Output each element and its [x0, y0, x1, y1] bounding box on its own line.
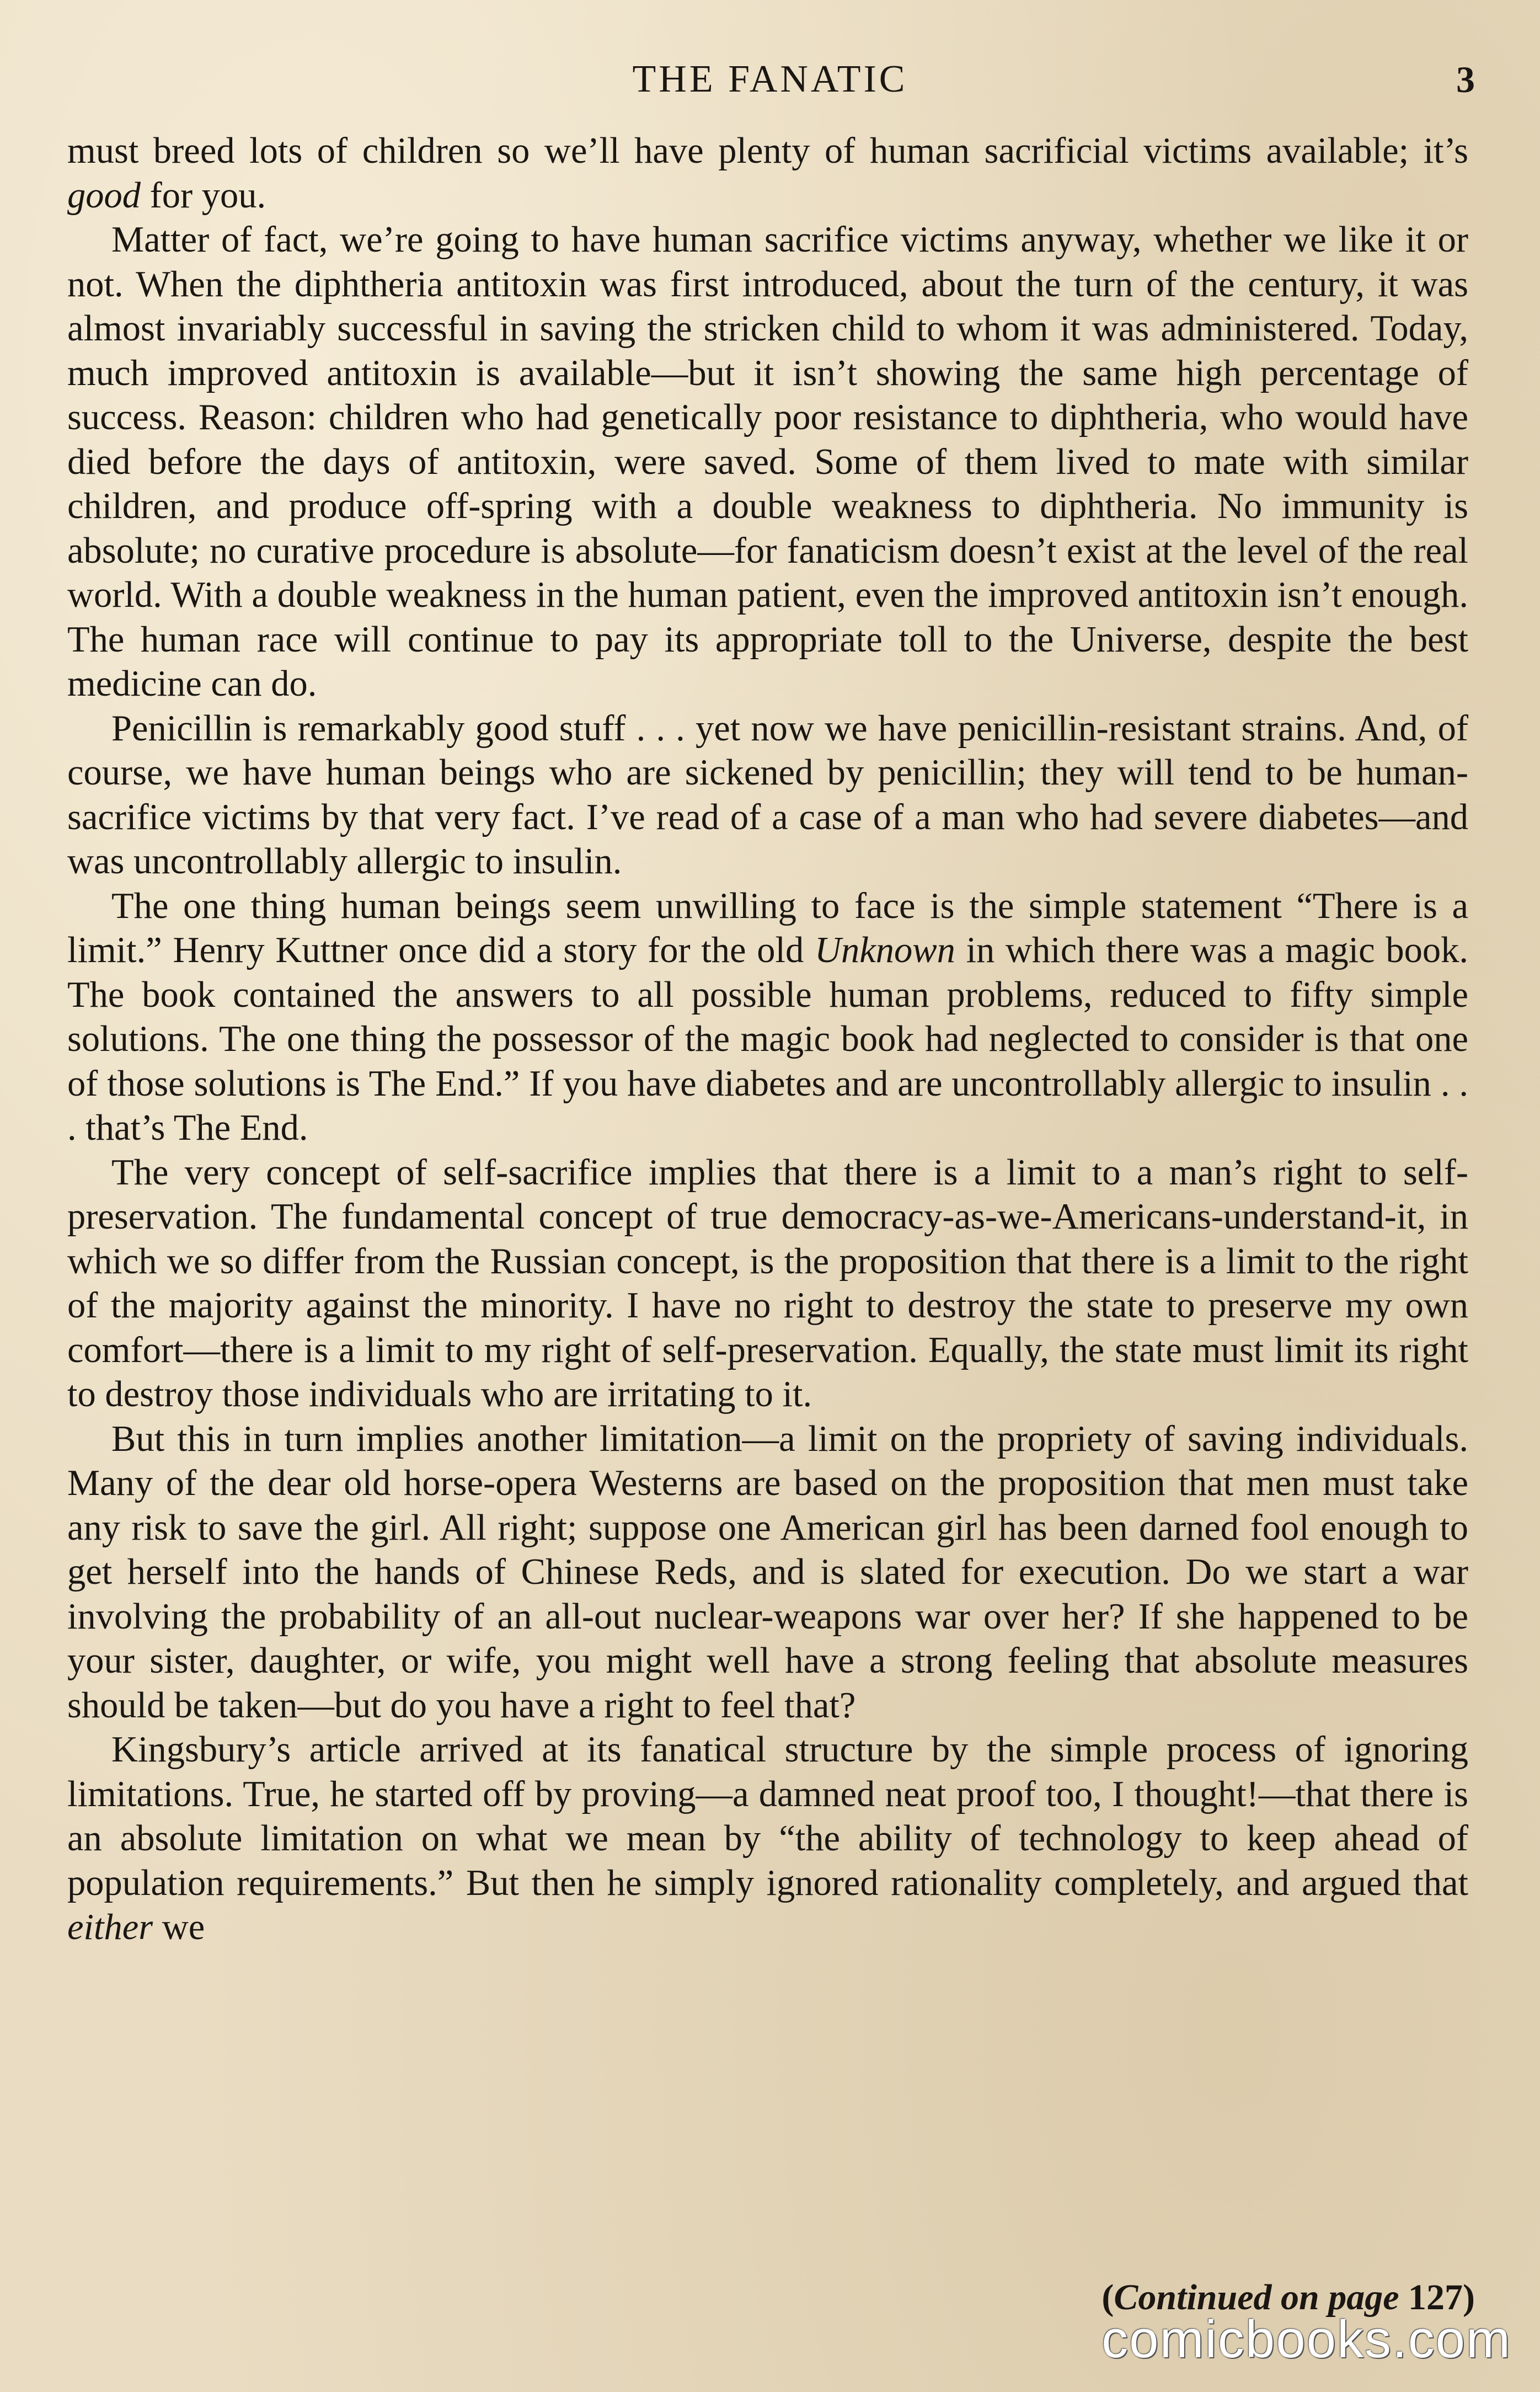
paragraph	[67, 1728, 1468, 1950]
continued-page-number: 127	[1408, 2277, 1463, 2318]
paragraph-text: But this in turn implies another limitation—a limit on the propriety of saving individuals. Many of the dear old horse-opera Westerns are based on the proposition that men must take any risk to save the girl. All right; suppose one American girl has been darned fool enough to get herself into the hands of Chinese Reds, and is slated for execution. Do we start a war involving the probability of an all-out nuclear-weapons war over her? If she happened to be your sister, daughter, or wife, you might well have a strong feeling that absolute measures should be taken—but do you have a right to feel that?	[67, 1418, 1468, 1726]
italic-text: either	[67, 1907, 153, 1947]
paragraph	[67, 218, 1468, 707]
page-number: 3	[1456, 58, 1475, 100]
paragraph	[67, 1417, 1468, 1728]
paragraph-text: Matter of fact, we’re going to have human sacrifice victims anyway, whether we like it or not. When the diphtheria antitoxin was first introduced, about the turn of the century, it was almost invariably successful in saving the stricken child to whom it was administered. Today, much improved antitoxin is available—but it isn’t showing the same high percentage of success. Reason: children who had genetically poor resistance to diphtheria, who would have died before the days of antitoxin, were saved. Some of them lived to mate with similar children, and produce off-spring with a double weakness to diphtheria. No immunity is absolute; no curative procedure is absolute—for fanaticism doesn’t exist at the level of the real world. With a double weakness in the human patient, even the improved antitoxin isn’t enough. The human race will continue to pay its appropriate toll to the Universe, despite the best medicine can do.	[67, 220, 1468, 704]
italic-text: Unknown	[814, 930, 955, 970]
paragraph-text: in which there was a magic book. The book contained the answers to all possible human problems, reduced to fifty simple solutions. The one thing the possessor of the magic book had neglected to consider is that one of those solutions is The End.” If you have diabetes and are uncontrollably allergic to insulin . . . that’s The End.	[67, 930, 1468, 1148]
continued-close-paren: )	[1463, 2277, 1475, 2318]
site-watermark: comicbooks.com	[1101, 2310, 1511, 2369]
italic-text: good	[67, 175, 141, 216]
paragraph-text: The very concept of self-sacrifice implies that there is a limit to a man’s right to self-preservation. The fundamental concept of true democracy-as-we-Americans-understand-it, in which we so differ from the Russian concept, is the proposition that there is a limit to the right of the majority against the minority. I have no right to destroy the state to preserve my own comfort—there is a limit to my right of self-preservation. Equally, the state must limit its right to destroy those individuals who are irritating to it.	[67, 1152, 1468, 1414]
paragraph-text: for you.	[141, 175, 266, 216]
paragraph-text: must breed lots of children so we’ll have plenty of human sacrificial victims available; it’s	[67, 131, 1468, 171]
paragraph	[67, 707, 1468, 884]
continued-text: Continued on page	[1114, 2277, 1399, 2318]
running-title: THE FANATIC	[632, 58, 908, 100]
article-body	[67, 129, 1468, 1950]
paragraph-text: The one thing human beings seem unwilling to face is the simple statement “There is a limit.” Henry Kuttner once did a story for the old	[67, 885, 1468, 970]
continued-open-paren: (	[1101, 2277, 1114, 2318]
paragraph-text: Penicillin is remarkably good stuff . . . yet now we have penicillin-resistant strains. And, of course, we have human beings who are sickened by penicillin; they will tend to be human-sacrifice victims by that very fact. I’ve read of a case of a man who had severe diabetes—and was uncontrollably allergic to insulin.	[67, 708, 1468, 882]
paragraph	[67, 1151, 1468, 1417]
paragraph-text: we	[153, 1907, 205, 1947]
paragraph	[67, 884, 1468, 1151]
paragraph-text: Kingsbury’s article arrived at its fanatical structure by the simple process of ignoring limitations. True, he started off by proving—a damned neat proof too, I thought!—that there is an absolute limitation on what we mean by “the ability of technology to keep ahead of population requirements.” But then he simply ignored rationality completely, and argued that	[67, 1729, 1468, 1903]
running-head	[0, 57, 1540, 102]
paragraph	[67, 129, 1468, 218]
